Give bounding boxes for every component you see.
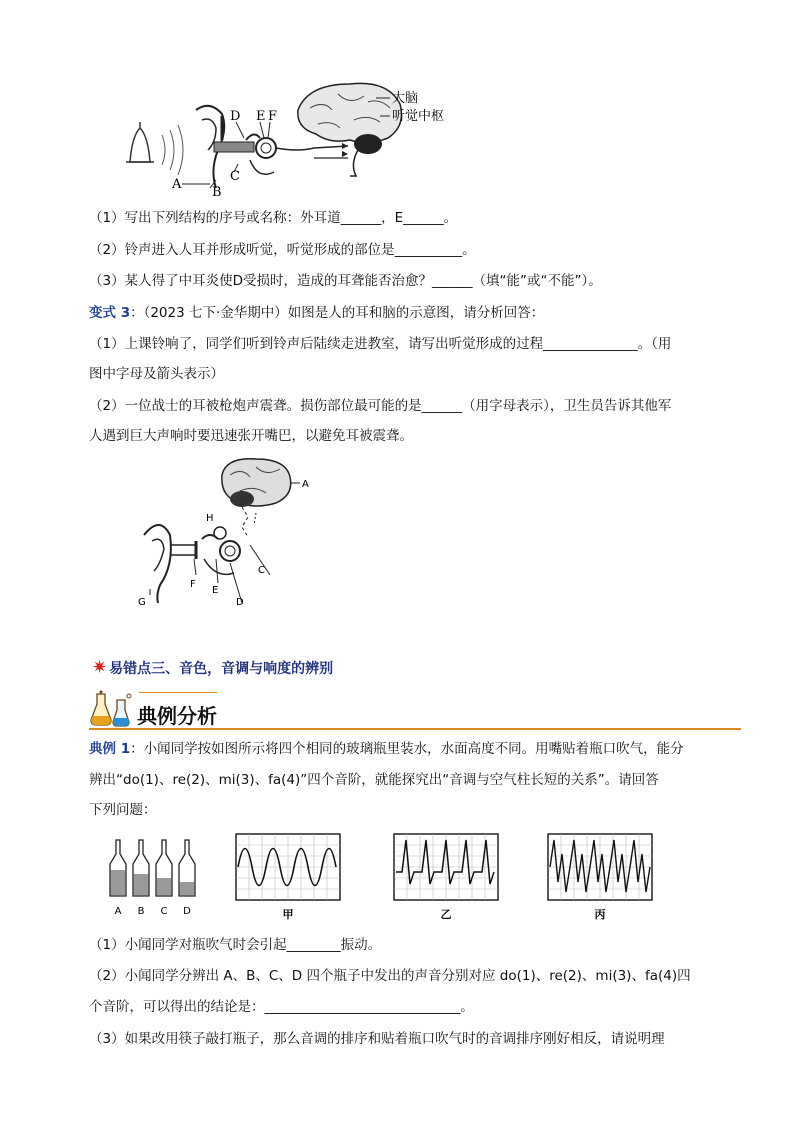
label-F: F [268, 109, 278, 124]
example-1-line-1: ：小闻同学按如图所示将四个相同的玻璃瓶里装水，水面高度不同。用嘴贴着瓶口吹气，能分 [130, 741, 684, 757]
waveform-label-jia: 甲 [282, 908, 294, 921]
waveform-label-yi: 乙 [440, 908, 452, 921]
example-1-question-3: （3）如果改用筷子敲打瓶子，那么音调的排序和贴着瓶口吹气时的音调排序刚好相反，请说明理 [89, 1031, 665, 1047]
bottle-D [179, 840, 195, 896]
example-1-question-2a: （2）小闻同学分辨出 A、B、C、D 四个瓶子中发出的声音分别对应 do(1)、re(2)、mi(3)、fa(4)四 [89, 968, 691, 984]
label-B: B [212, 185, 222, 200]
bottle-label-A: A [114, 906, 122, 917]
ear-brain-diagram-1 [118, 80, 458, 200]
label-A: A [302, 479, 309, 490]
label-E: E [256, 109, 266, 124]
variant-3-part-1b: 图中字母及箭头表示） [89, 366, 224, 382]
bottle-A [110, 840, 126, 896]
label-D: D [230, 109, 241, 124]
example-header-title: 典例分析 [137, 704, 217, 728]
header-rule [89, 728, 741, 730]
variant-3-part-2b: 人遇到巨大声响时要迅速张开嘴巴，以避免耳被震聋。 [89, 428, 413, 444]
example-1-intro [89, 739, 684, 759]
label-D: D [236, 597, 244, 608]
variant-3-intro [89, 303, 544, 323]
label-A: A [172, 177, 182, 192]
variant-3-part-1a: （1）上课铃响了，同学们听到铃声后陆续走进教室，请写出听觉形成的过程______________。（用 [89, 336, 672, 352]
bottle-label-B: B [137, 906, 145, 917]
label-auditory-center: 听觉中枢 [392, 109, 445, 124]
label-C: C [230, 169, 240, 184]
label-E: E [212, 585, 219, 596]
waveform-jia [234, 832, 344, 922]
label-F: F [190, 579, 196, 590]
example-1-question-1: （1）小闻同学对瓶吹气时会引起________振动。 [89, 937, 382, 953]
bottle-C [156, 840, 172, 896]
variant-3-label: 变式 3 [89, 305, 131, 321]
question-1-part-2: （2）铃声进入人耳并形成听觉，听觉形成的部位是__________。 [89, 242, 476, 258]
example-1-question-2b: 个音阶，可以得出的结论是：_____________________________。 [89, 999, 474, 1015]
label-C: C [258, 565, 265, 576]
waveform-bing [546, 832, 656, 922]
waveform-yi [392, 832, 502, 922]
label-cerebrum: 大脑 [392, 91, 419, 106]
variant-3-part-2a: （2）一位战士的耳被枪炮声震聋。损伤部位最可能的是______（用字母表示），卫生员告诉其他军 [89, 398, 672, 414]
bottles-figure [104, 836, 204, 918]
example-1-line-2: 辨出“do(1)、re(2)、mi(3)、fa(4)”四个音阶，就能探究出“音调与空气柱长短的关系”。请回答 [89, 772, 659, 788]
bottle-label-D: D [183, 906, 191, 917]
star-icon: ✷ [92, 657, 108, 678]
example-1-label: 典例 1 [89, 741, 131, 757]
label-G: G [138, 597, 146, 608]
question-1-part-1: （1）写出下列结构的序号或名称：外耳道______，E______。 [89, 210, 458, 226]
bottle-label-C: C [160, 906, 168, 917]
waveform-label-bing: 丙 [594, 908, 606, 921]
ear-brain-diagram-2 [130, 455, 320, 610]
label-H: H [206, 513, 214, 524]
variant-3-text: ：（2023 七下·金华期中）如图是人的耳和脑的示意图，请分析回答： [130, 305, 545, 321]
header-rule-short [139, 692, 217, 693]
example-1-line-3: 下列问题： [89, 802, 157, 818]
bottle-B [133, 840, 149, 896]
question-1-part-3: （3）某人得了中耳炎使D受损时，造成的耳聋能否治愈？______（填“能”或“不能”）。 [89, 273, 602, 289]
flask-icon [89, 690, 133, 728]
section-title: ✷ 易错点三、音色，音调与响度的辨别 [92, 657, 334, 678]
